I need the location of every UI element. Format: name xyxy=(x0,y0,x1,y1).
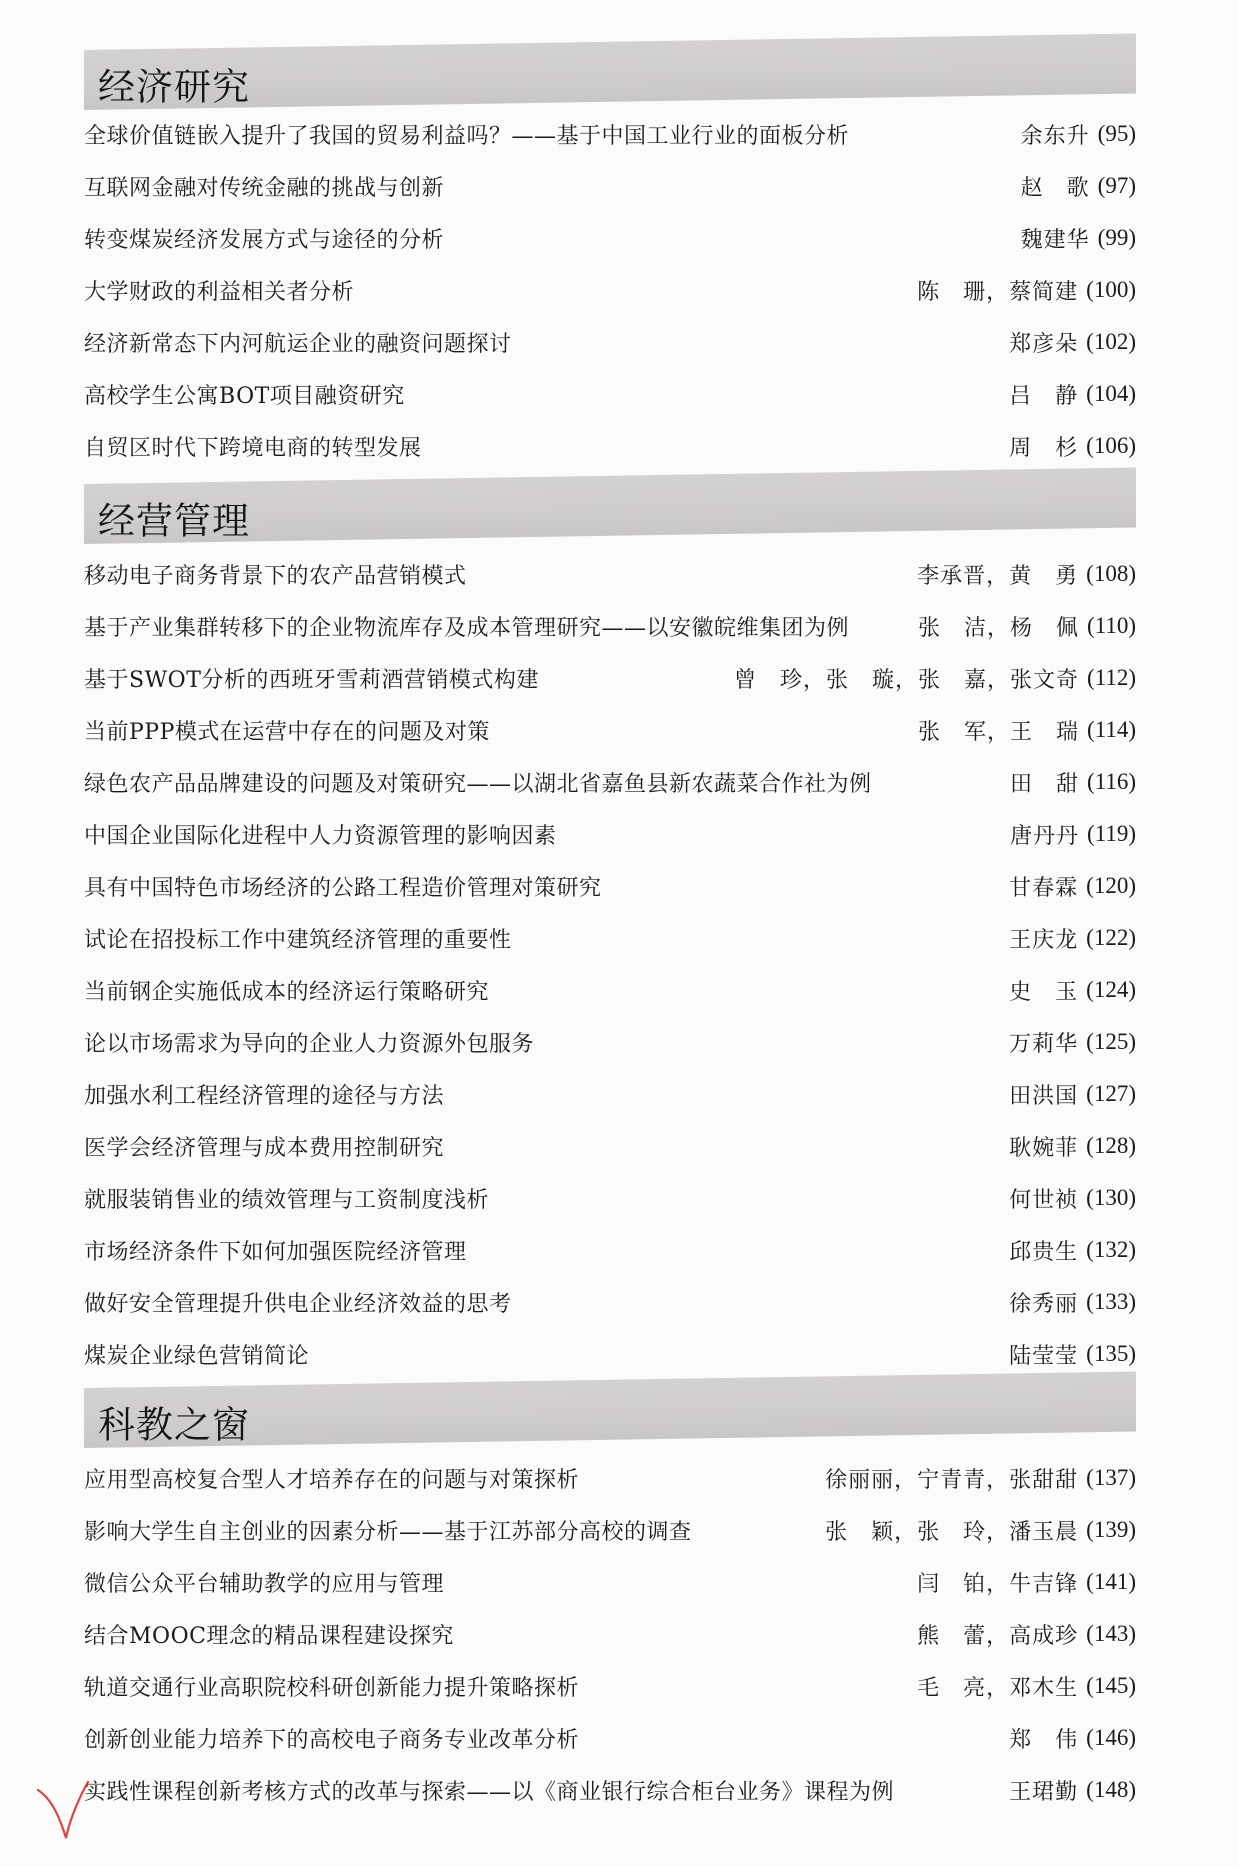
entry-title: 基于产业集群转移下的企业物流库存及成本管理研究——以安徽皖维集团为例 xyxy=(84,615,850,641)
entry-page: (135) xyxy=(1086,1341,1136,1366)
entry-page: (95) xyxy=(1097,121,1136,146)
toc-entry[interactable] xyxy=(84,1328,1136,1380)
toc-entry[interactable] xyxy=(84,1660,1136,1712)
entry-title: 当前PPP模式在运营中存在的问题及对策 xyxy=(84,719,490,745)
entry-authors: 张 洁，杨 佩 xyxy=(918,615,1080,641)
entry-authors: 李承晋，黄 勇 xyxy=(917,563,1079,589)
entry-authors: 吕 静 xyxy=(1009,383,1079,409)
toc-entry[interactable] xyxy=(84,368,1136,420)
entry-title: 论以市场需求为导向的企业人力资源外包服务 xyxy=(84,1031,535,1057)
entry-page: (139) xyxy=(1086,1517,1136,1542)
entry-authors: 邱贵生 xyxy=(1009,1239,1079,1265)
entry-authors: 毛 亮，邓木生 xyxy=(917,1675,1079,1701)
entry-title: 结合MOOC理念的精品课程建设探究 xyxy=(84,1623,454,1649)
toc-entry[interactable] xyxy=(84,1016,1136,1068)
entry-page: (112) xyxy=(1087,665,1136,690)
entry-title: 加强水利工程经济管理的途径与方法 xyxy=(84,1083,445,1109)
toc-entry[interactable] xyxy=(84,1068,1136,1120)
toc-entry[interactable] xyxy=(84,1556,1136,1608)
entry-page: (133) xyxy=(1086,1289,1136,1314)
entry-title: 具有中国特色市场经济的公路工程造价管理对策研究 xyxy=(84,875,602,901)
entry-title: 市场经济条件下如何加强医院经济管理 xyxy=(84,1239,467,1265)
entry-title: 基于SWOT分析的西班牙雪莉酒营销模式构建 xyxy=(84,667,539,693)
entry-authors: 田洪国 xyxy=(1009,1083,1079,1109)
section-banner xyxy=(84,467,1136,544)
toc-entry[interactable] xyxy=(84,1608,1136,1660)
entry-title: 经济新常态下内河航运企业的融资问题探讨 xyxy=(84,331,512,357)
entry-page: (106) xyxy=(1086,433,1136,458)
toc-entry[interactable] xyxy=(84,1764,1136,1816)
entry-page: (110) xyxy=(1087,613,1136,638)
entry-page: (116) xyxy=(1087,769,1136,794)
entry-title: 轨道交通行业高职院校科研创新能力提升策略探析 xyxy=(84,1675,580,1701)
toc-entry[interactable] xyxy=(84,1712,1136,1764)
entry-authors: 何世祯 xyxy=(1009,1187,1079,1213)
entry-page: (97) xyxy=(1097,173,1136,198)
entry-authors: 赵 歌 xyxy=(1020,175,1090,201)
entry-title: 微信公众平台辅助教学的应用与管理 xyxy=(84,1571,445,1597)
entry-page: (119) xyxy=(1087,821,1136,846)
entry-title: 绿色农产品品牌建设的问题及对策研究——以湖北省嘉鱼县新农蔬菜合作社为例 xyxy=(84,771,872,797)
red-checkmark-icon xyxy=(36,1778,106,1858)
toc-entry[interactable] xyxy=(84,548,1136,600)
toc-entry[interactable] xyxy=(84,264,1136,316)
toc-entry[interactable] xyxy=(84,704,1136,756)
toc-entry[interactable] xyxy=(84,808,1136,860)
entry-title: 应用型高校复合型人才培养存在的问题与对策探析 xyxy=(84,1467,580,1493)
section-title: 经营管理 xyxy=(98,499,250,543)
entry-title: 影响大学生自主创业的因素分析——基于江苏部分高校的调查 xyxy=(84,1519,692,1545)
entry-title: 自贸区时代下跨境电商的转型发展 xyxy=(84,435,422,461)
toc-entry[interactable] xyxy=(84,1504,1136,1556)
entry-authors: 闫 铂，牛吉锋 xyxy=(917,1571,1079,1597)
toc-entry[interactable] xyxy=(84,212,1136,264)
entry-page: (125) xyxy=(1086,1029,1136,1054)
entry-title: 做好安全管理提升供电企业经济效益的思考 xyxy=(84,1291,512,1317)
section-business-management xyxy=(84,484,1136,1380)
entry-title: 移动电子商务背景下的农产品营销模式 xyxy=(84,563,467,589)
entry-page: (148) xyxy=(1086,1777,1136,1802)
section-economic-research xyxy=(84,50,1136,472)
entry-page: (141) xyxy=(1086,1569,1136,1594)
entry-authors: 郑彦朵 xyxy=(1009,331,1079,357)
entry-title: 互联网金融对传统金融的挑战与创新 xyxy=(84,175,445,201)
entry-page: (114) xyxy=(1087,717,1136,742)
entry-list xyxy=(84,1452,1136,1816)
entry-authors: 周 杉 xyxy=(1009,435,1079,461)
toc-entry[interactable] xyxy=(84,420,1136,472)
entry-title: 大学财政的利益相关者分析 xyxy=(84,279,355,305)
entry-page: (108) xyxy=(1086,561,1136,586)
entry-authors: 田 甜 xyxy=(1010,771,1080,797)
section-title: 科教之窗 xyxy=(98,1403,250,1447)
entry-page: (132) xyxy=(1086,1237,1136,1262)
entry-title: 全球价值链嵌入提升了我国的贸易利益吗？——基于中国工业行业的面板分析 xyxy=(84,123,850,149)
entry-page: (124) xyxy=(1086,977,1136,1002)
entry-page: (122) xyxy=(1086,925,1136,950)
toc-entry[interactable] xyxy=(84,912,1136,964)
toc-entry[interactable] xyxy=(84,1172,1136,1224)
section-banner xyxy=(84,1371,1136,1448)
entry-page: (128) xyxy=(1086,1133,1136,1158)
entry-authors: 史 玉 xyxy=(1009,979,1079,1005)
entry-title: 当前钢企实施低成本的经济运行策略研究 xyxy=(84,979,490,1005)
section-science-education xyxy=(84,1388,1136,1816)
entry-list xyxy=(84,108,1136,472)
toc-entry[interactable] xyxy=(84,1276,1136,1328)
entry-title: 就服装销售业的绩效管理与工资制度浅析 xyxy=(84,1187,490,1213)
entry-title: 高校学生公寓BOT项目融资研究 xyxy=(84,383,405,409)
toc-entry[interactable] xyxy=(84,1120,1136,1172)
entry-page: (120) xyxy=(1086,873,1136,898)
entry-authors: 陆莹莹 xyxy=(1009,1343,1079,1369)
entry-authors: 万莉华 xyxy=(1009,1031,1079,1057)
toc-entry[interactable] xyxy=(84,860,1136,912)
entry-authors: 陈 珊，蔡简建 xyxy=(917,279,1079,305)
toc-entry[interactable] xyxy=(84,756,1136,808)
entry-title: 创新创业能力培养下的高校电子商务专业改革分析 xyxy=(84,1727,580,1753)
entry-page: (102) xyxy=(1086,329,1136,354)
entry-title: 医学会经济管理与成本费用控制研究 xyxy=(84,1135,445,1161)
entry-page: (130) xyxy=(1086,1185,1136,1210)
entry-page: (143) xyxy=(1086,1621,1136,1646)
entry-authors: 王珺勤 xyxy=(1009,1779,1079,1805)
entry-list xyxy=(84,548,1136,1380)
entry-authors: 王庆龙 xyxy=(1009,927,1079,953)
entry-page: (104) xyxy=(1086,381,1136,406)
toc-entry[interactable] xyxy=(84,964,1136,1016)
toc-entry[interactable] xyxy=(84,1224,1136,1276)
entry-page: (137) xyxy=(1086,1465,1136,1490)
entry-authors: 耿婉菲 xyxy=(1009,1135,1079,1161)
entry-authors: 徐秀丽 xyxy=(1009,1291,1079,1317)
entry-authors: 张 颖，张 玲，潘玉晨 xyxy=(825,1519,1079,1545)
entry-title: 试论在招投标工作中建筑经济管理的重要性 xyxy=(84,927,512,953)
section-title: 经济研究 xyxy=(98,65,250,109)
entry-authors: 魏建华 xyxy=(1020,227,1090,253)
entry-authors: 余东升 xyxy=(1020,123,1090,149)
toc-entry[interactable] xyxy=(84,652,1136,704)
entry-title: 实践性课程创新考核方式的改革与探索——以《商业银行综合柜台业务》课程为例 xyxy=(84,1779,895,1805)
toc-entry[interactable] xyxy=(84,316,1136,368)
entry-page: (145) xyxy=(1086,1673,1136,1698)
entry-authors: 徐丽丽，宁青青，张甜甜 xyxy=(825,1467,1079,1493)
entry-page: (127) xyxy=(1086,1081,1136,1106)
entry-title: 中国企业国际化进程中人力资源管理的影响因素 xyxy=(84,823,557,849)
entry-title: 转变煤炭经济发展方式与途径的分析 xyxy=(84,227,445,253)
entry-authors: 熊 蕾，高成珍 xyxy=(917,1623,1079,1649)
toc-entry[interactable] xyxy=(84,108,1136,160)
entry-authors: 张 军，王 瑞 xyxy=(918,719,1080,745)
entry-page: (100) xyxy=(1086,277,1136,302)
toc-entry[interactable] xyxy=(84,600,1136,652)
entry-authors: 郑 伟 xyxy=(1009,1727,1079,1753)
entry-authors: 甘春霖 xyxy=(1009,875,1079,901)
entry-authors: 曾 珍，张 璇，张 嘉，张文奇 xyxy=(734,667,1080,693)
entry-authors: 唐丹丹 xyxy=(1010,823,1080,849)
section-banner xyxy=(84,33,1136,110)
entry-page: (99) xyxy=(1097,225,1136,250)
toc-entry[interactable] xyxy=(84,160,1136,212)
entry-title: 煤炭企业绿色营销简论 xyxy=(84,1343,310,1369)
entry-page: (146) xyxy=(1086,1725,1136,1750)
toc-entry[interactable] xyxy=(84,1452,1136,1504)
